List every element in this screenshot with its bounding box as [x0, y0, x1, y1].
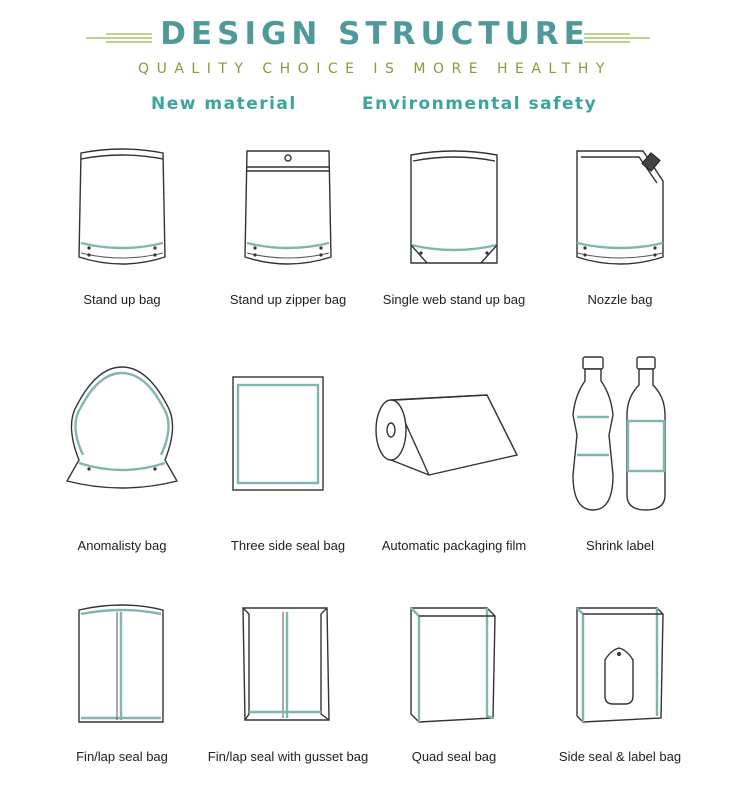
product-item-anomalisty-bag — [37, 355, 207, 553]
product-item-shrink-label — [535, 355, 705, 553]
product-item-single-web-stand-up-bag — [369, 145, 539, 335]
product-label: Stand up bag — [83, 292, 161, 307]
product-label: Stand up zipper bag — [229, 292, 347, 307]
product-item-side-seal-label-bag — [535, 600, 705, 790]
anomalisty-bag-icon — [37, 355, 207, 505]
product-item-automatic-packaging-film — [369, 355, 539, 553]
product-label: Automatic packaging film — [381, 538, 527, 553]
product-label: Side seal & label bag — [558, 749, 682, 764]
product-item-quad-seal-bag — [369, 600, 539, 790]
product-label: Single web stand up bag — [382, 292, 526, 307]
fin-lap-seal-bag-icon — [37, 600, 207, 730]
product-label: Nozzle bag — [587, 292, 653, 307]
product-label: Fin/lap seal bag — [76, 749, 168, 764]
three-side-seal-bag-icon — [203, 355, 373, 505]
product-label: Three side seal bag — [230, 538, 346, 553]
header — [0, 0, 750, 130]
decorative-lines-right-icon — [584, 32, 650, 44]
product-item-stand-up-zipper-bag — [203, 145, 373, 335]
product-label: Fin/lap seal with gusset bag — [207, 749, 369, 764]
product-label: Shrink label — [586, 538, 654, 553]
quad-seal-bag-icon — [369, 600, 539, 730]
packaging-film-roll-icon — [369, 355, 539, 505]
product-item-three-side-seal-bag — [203, 355, 373, 553]
product-item-stand-up-bag — [37, 145, 207, 335]
shrink-label-bottles-icon — [535, 355, 705, 515]
tagline-new-material: New material — [151, 94, 297, 114]
product-label: Anomalisty bag — [77, 538, 167, 553]
side-seal-label-bag-icon — [535, 600, 705, 730]
product-item-fin-lap-seal-gusset-bag — [203, 600, 373, 790]
stand-up-zipper-bag-icon — [203, 145, 373, 275]
fin-lap-seal-gusset-bag-icon — [203, 600, 373, 730]
product-item-fin-lap-seal-bag — [37, 600, 207, 790]
stand-up-bag-icon — [37, 145, 207, 275]
page-title: DESIGN STRUCTURE — [160, 16, 590, 52]
tagline-environmental-safety: Environmental safety — [362, 94, 598, 114]
nozzle-bag-icon — [535, 145, 705, 275]
product-item-nozzle-bag — [535, 145, 705, 335]
page-subtitle: QUALITY CHOICE IS MORE HEALTHY — [138, 61, 612, 77]
single-web-stand-up-bag-icon — [369, 145, 539, 275]
product-label: Quad seal bag — [411, 749, 497, 764]
